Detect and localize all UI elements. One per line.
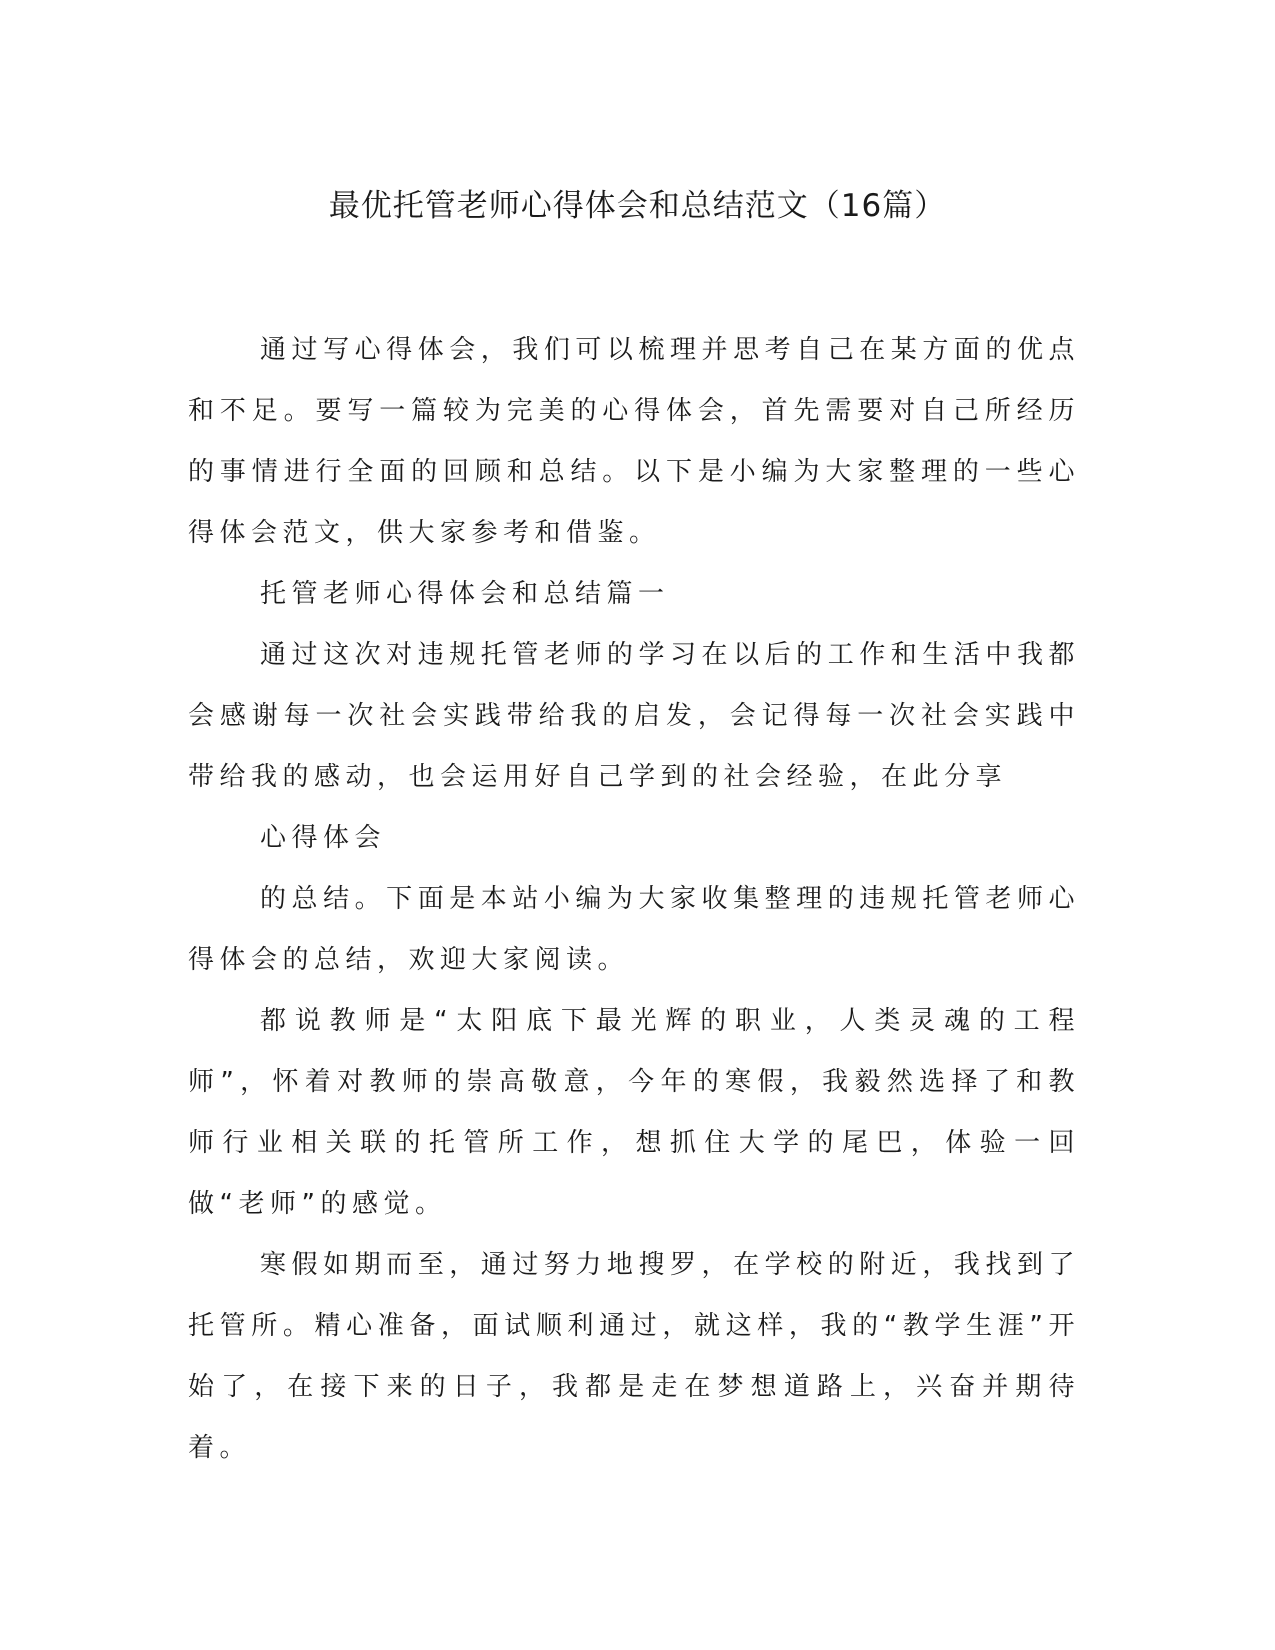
intro-paragraph: 通过写心得体会，我们可以梳理并思考自己在某方面的优点和不足。要写一篇较为完美的心得体会，首先需要对自己所经历的事情进行全面的回顾和总结。以下是小编为大家整理的一些心得体会范文，供大家参考和借鉴。 <box>188 335 1080 548</box>
document-title: 最优托管老师心得体会和总结范文（16篇） <box>328 188 947 224</box>
section-heading: 托管老师心得体会和总结篇一 <box>260 579 670 609</box>
body-paragraph: 寒假如期而至，通过努力地搜罗，在学校的附近，我找到了托管所。精心准备，面试顺利通过，就这样，我的“教学生涯”开始了，在接下来的日子，我都是走在梦想道路上，兴奋并期待着。 <box>188 1250 1080 1463</box>
document-body <box>188 320 1080 1479</box>
body-paragraph: 心得体会 <box>260 823 387 853</box>
body-paragraph: 通过这次对违规托管老师的学习在以后的工作和生活中我都会感谢每一次社会实践带给我的启发，会记得每一次社会实践中带给我的感动，也会运用好自己学到的社会经验，在此分享 <box>188 640 1080 792</box>
body-paragraph: 都说教师是“太阳底下最光辉的职业，人类灵魂的工程师”，怀着对教师的崇高敬意，今年的寒假，我毅然选择了和教师行业相关联的托管所工作，想抓住大学的尾巴，体验一回做“老师”的感觉。 <box>188 1006 1080 1219</box>
body-paragraph: 的总结。下面是本站小编为大家收集整理的违规托管老师心得体会的总结，欢迎大家阅读。 <box>188 884 1080 975</box>
